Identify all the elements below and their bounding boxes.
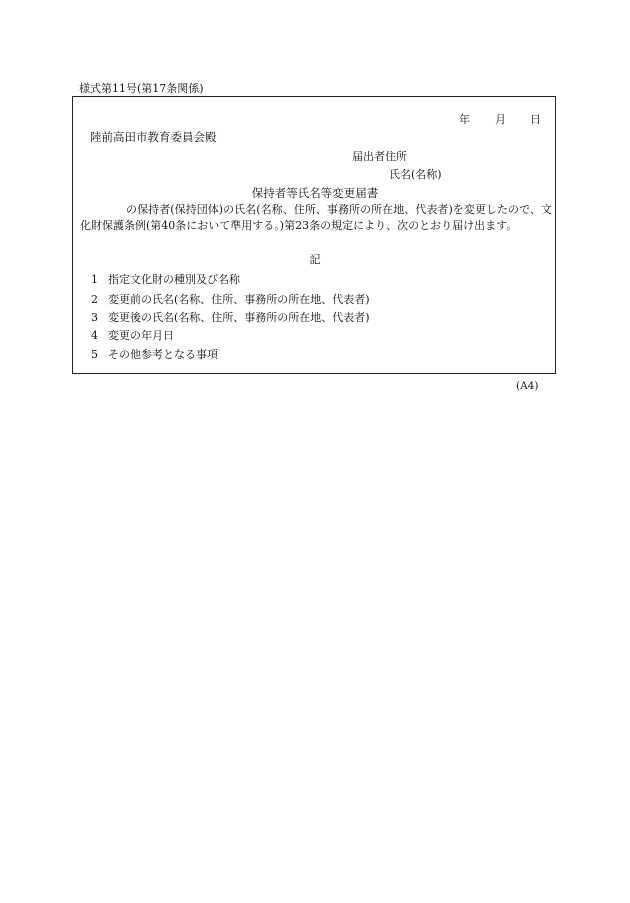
- item-text: 指定文化財の種別及び名称: [108, 273, 240, 286]
- date-month: 月: [495, 113, 506, 126]
- list-item: [91, 327, 174, 343]
- addressee: 陸前高田市教育委員会殿: [90, 130, 217, 144]
- list-item: [91, 346, 218, 362]
- list-item: [91, 271, 240, 287]
- date-day: 日: [530, 113, 541, 126]
- item-number: 5: [91, 348, 98, 361]
- item-text: 変更前の氏名(名称、住所、事務所の所在地、代表者): [108, 293, 370, 306]
- body-content: の保持者(保持団体)の氏名(名称、住所、事務所の所在地、代表者)を変更したので、文化財保護条例(第40条において準用する。)第23条の規定により、次のとおり届け出ます。: [80, 203, 552, 232]
- item-number: 3: [91, 311, 98, 324]
- item-number: 2: [91, 293, 98, 306]
- item-text: 変更の年月日: [108, 329, 174, 342]
- item-text: 変更後の氏名(名称、住所、事務所の所在地、代表者): [108, 311, 370, 324]
- list-item: [91, 309, 370, 325]
- ki-heading: 記: [309, 253, 321, 266]
- list-item: [91, 291, 370, 307]
- date-year: 年: [459, 113, 470, 126]
- document-title: 保持者等氏名等変更届書: [251, 186, 379, 200]
- body-text: [80, 202, 552, 233]
- paper-size-label: (A4): [516, 380, 539, 392]
- item-number: 4: [91, 329, 98, 342]
- item-text: その他参考となる事項: [108, 348, 218, 361]
- applicant-name-label: 氏名(名称): [389, 168, 442, 181]
- form-number: 様式第11号(第17条関係): [79, 82, 204, 95]
- applicant-address-label: 届出者住所: [352, 150, 407, 163]
- item-number: 1: [91, 273, 98, 286]
